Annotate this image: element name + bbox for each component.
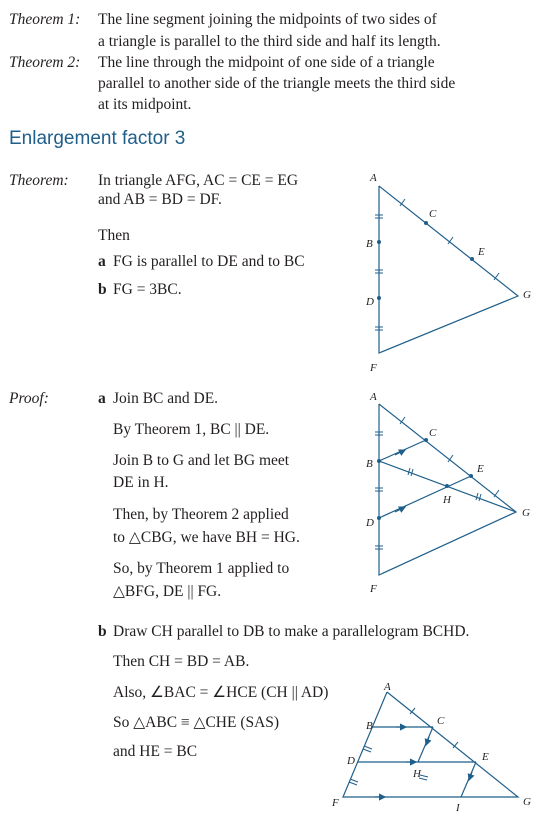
proof-s2a: Join B to G and let BG meet: [113, 452, 290, 469]
proof-label: Proof:: [9, 390, 49, 407]
theorem-b-text: FG = 3BC.: [113, 281, 182, 298]
theorem2-label: Theorem 2:: [9, 54, 81, 71]
proof-b3: So △ABC ≡ △CHE (SAS): [113, 714, 280, 731]
section-heading: Enlargement factor 3: [9, 128, 186, 149]
proof-b-label: b: [98, 623, 107, 640]
proof-s4a: So, by Theorem 1 applied to: [113, 560, 290, 577]
d1-label-d: D: [366, 296, 374, 308]
diagram2-points: [377, 438, 473, 520]
d3-label-e: E: [482, 751, 489, 763]
theorem1-label: Theorem 1:: [9, 11, 81, 28]
theorem1-line2: a triangle is parallel to the third side and half its length.: [98, 33, 441, 50]
theorem2-line1: The line through the midpoint of one side of a triangle: [98, 54, 435, 71]
theorem-line2: and AB = BD = DF.: [98, 191, 222, 208]
theorem-label: Theorem:: [9, 172, 69, 189]
proof-b-line: Draw CH parallel to DB to make a parallelogram BCHD.: [113, 623, 470, 640]
diagram1-triangle: [375, 186, 518, 353]
theorem-a-label: a: [98, 253, 106, 270]
d3-label-a: A: [384, 681, 391, 693]
proof-b2: Also, ∠BAC = ∠HCE (CH || AD): [113, 684, 329, 701]
d2-label-g: G: [522, 507, 530, 519]
d2-arrow-bc: [395, 450, 405, 455]
theorem1-line1: The line segment joining the midpoints of two sides of: [98, 11, 437, 28]
d2-label-h: H: [443, 494, 451, 506]
d3-label-d: D: [347, 755, 355, 767]
d1-label-b: B: [366, 238, 373, 250]
theorem2-line2: parallel to another side of the triangle meets the third side: [98, 75, 456, 92]
d1-label-e: E: [478, 246, 485, 258]
theorem-then: Then: [98, 227, 130, 244]
diagram2-triangle: [375, 404, 516, 575]
proof-a-label: a: [98, 390, 106, 407]
d2-label-c: C: [429, 427, 437, 439]
proof-s1: By Theorem 1, BC || DE.: [113, 421, 270, 438]
proof-b4: and HE = BC: [113, 743, 198, 760]
d3-label-c: C: [437, 715, 445, 727]
proof-s4b: △BFG, DE || FG.: [113, 583, 222, 600]
proof-a-line: Join BC and DE.: [113, 390, 219, 407]
d1-label-f: F: [370, 362, 377, 374]
d1-label-g: G: [523, 289, 531, 301]
d3-label-b: B: [366, 720, 373, 732]
proof-s3a: Then, by Theorem 2 applied: [113, 506, 289, 523]
d3-label-i: I: [456, 802, 460, 814]
d2-label-f: F: [370, 583, 377, 595]
d3-label-h: H: [413, 768, 421, 780]
d1-label-a: A: [370, 172, 377, 184]
theorem-line1: In triangle AFG, AC = CE = EG: [98, 172, 299, 189]
proof-s3b: to △CBG, we have BH = HG.: [113, 529, 300, 546]
d2-label-d: D: [366, 517, 374, 529]
diagram1-points: [377, 221, 474, 300]
d3-label-g: G: [523, 796, 531, 808]
d2-label-a: A: [370, 391, 377, 403]
d1-label-c: C: [429, 208, 437, 220]
proof-s2b: DE in H.: [113, 474, 169, 491]
theorem-b-label: b: [98, 281, 107, 298]
d3-label-f: F: [332, 797, 339, 809]
d2-label-b: B: [366, 458, 373, 470]
theorem2-line3: at its midpoint.: [98, 96, 192, 113]
theorem-a-text: FG is parallel to DE and to BC: [113, 253, 305, 270]
d2-label-e: E: [477, 463, 484, 475]
diagram3-triangle: [343, 692, 518, 797]
proof-b1: Then CH = BD = AB.: [113, 653, 250, 670]
